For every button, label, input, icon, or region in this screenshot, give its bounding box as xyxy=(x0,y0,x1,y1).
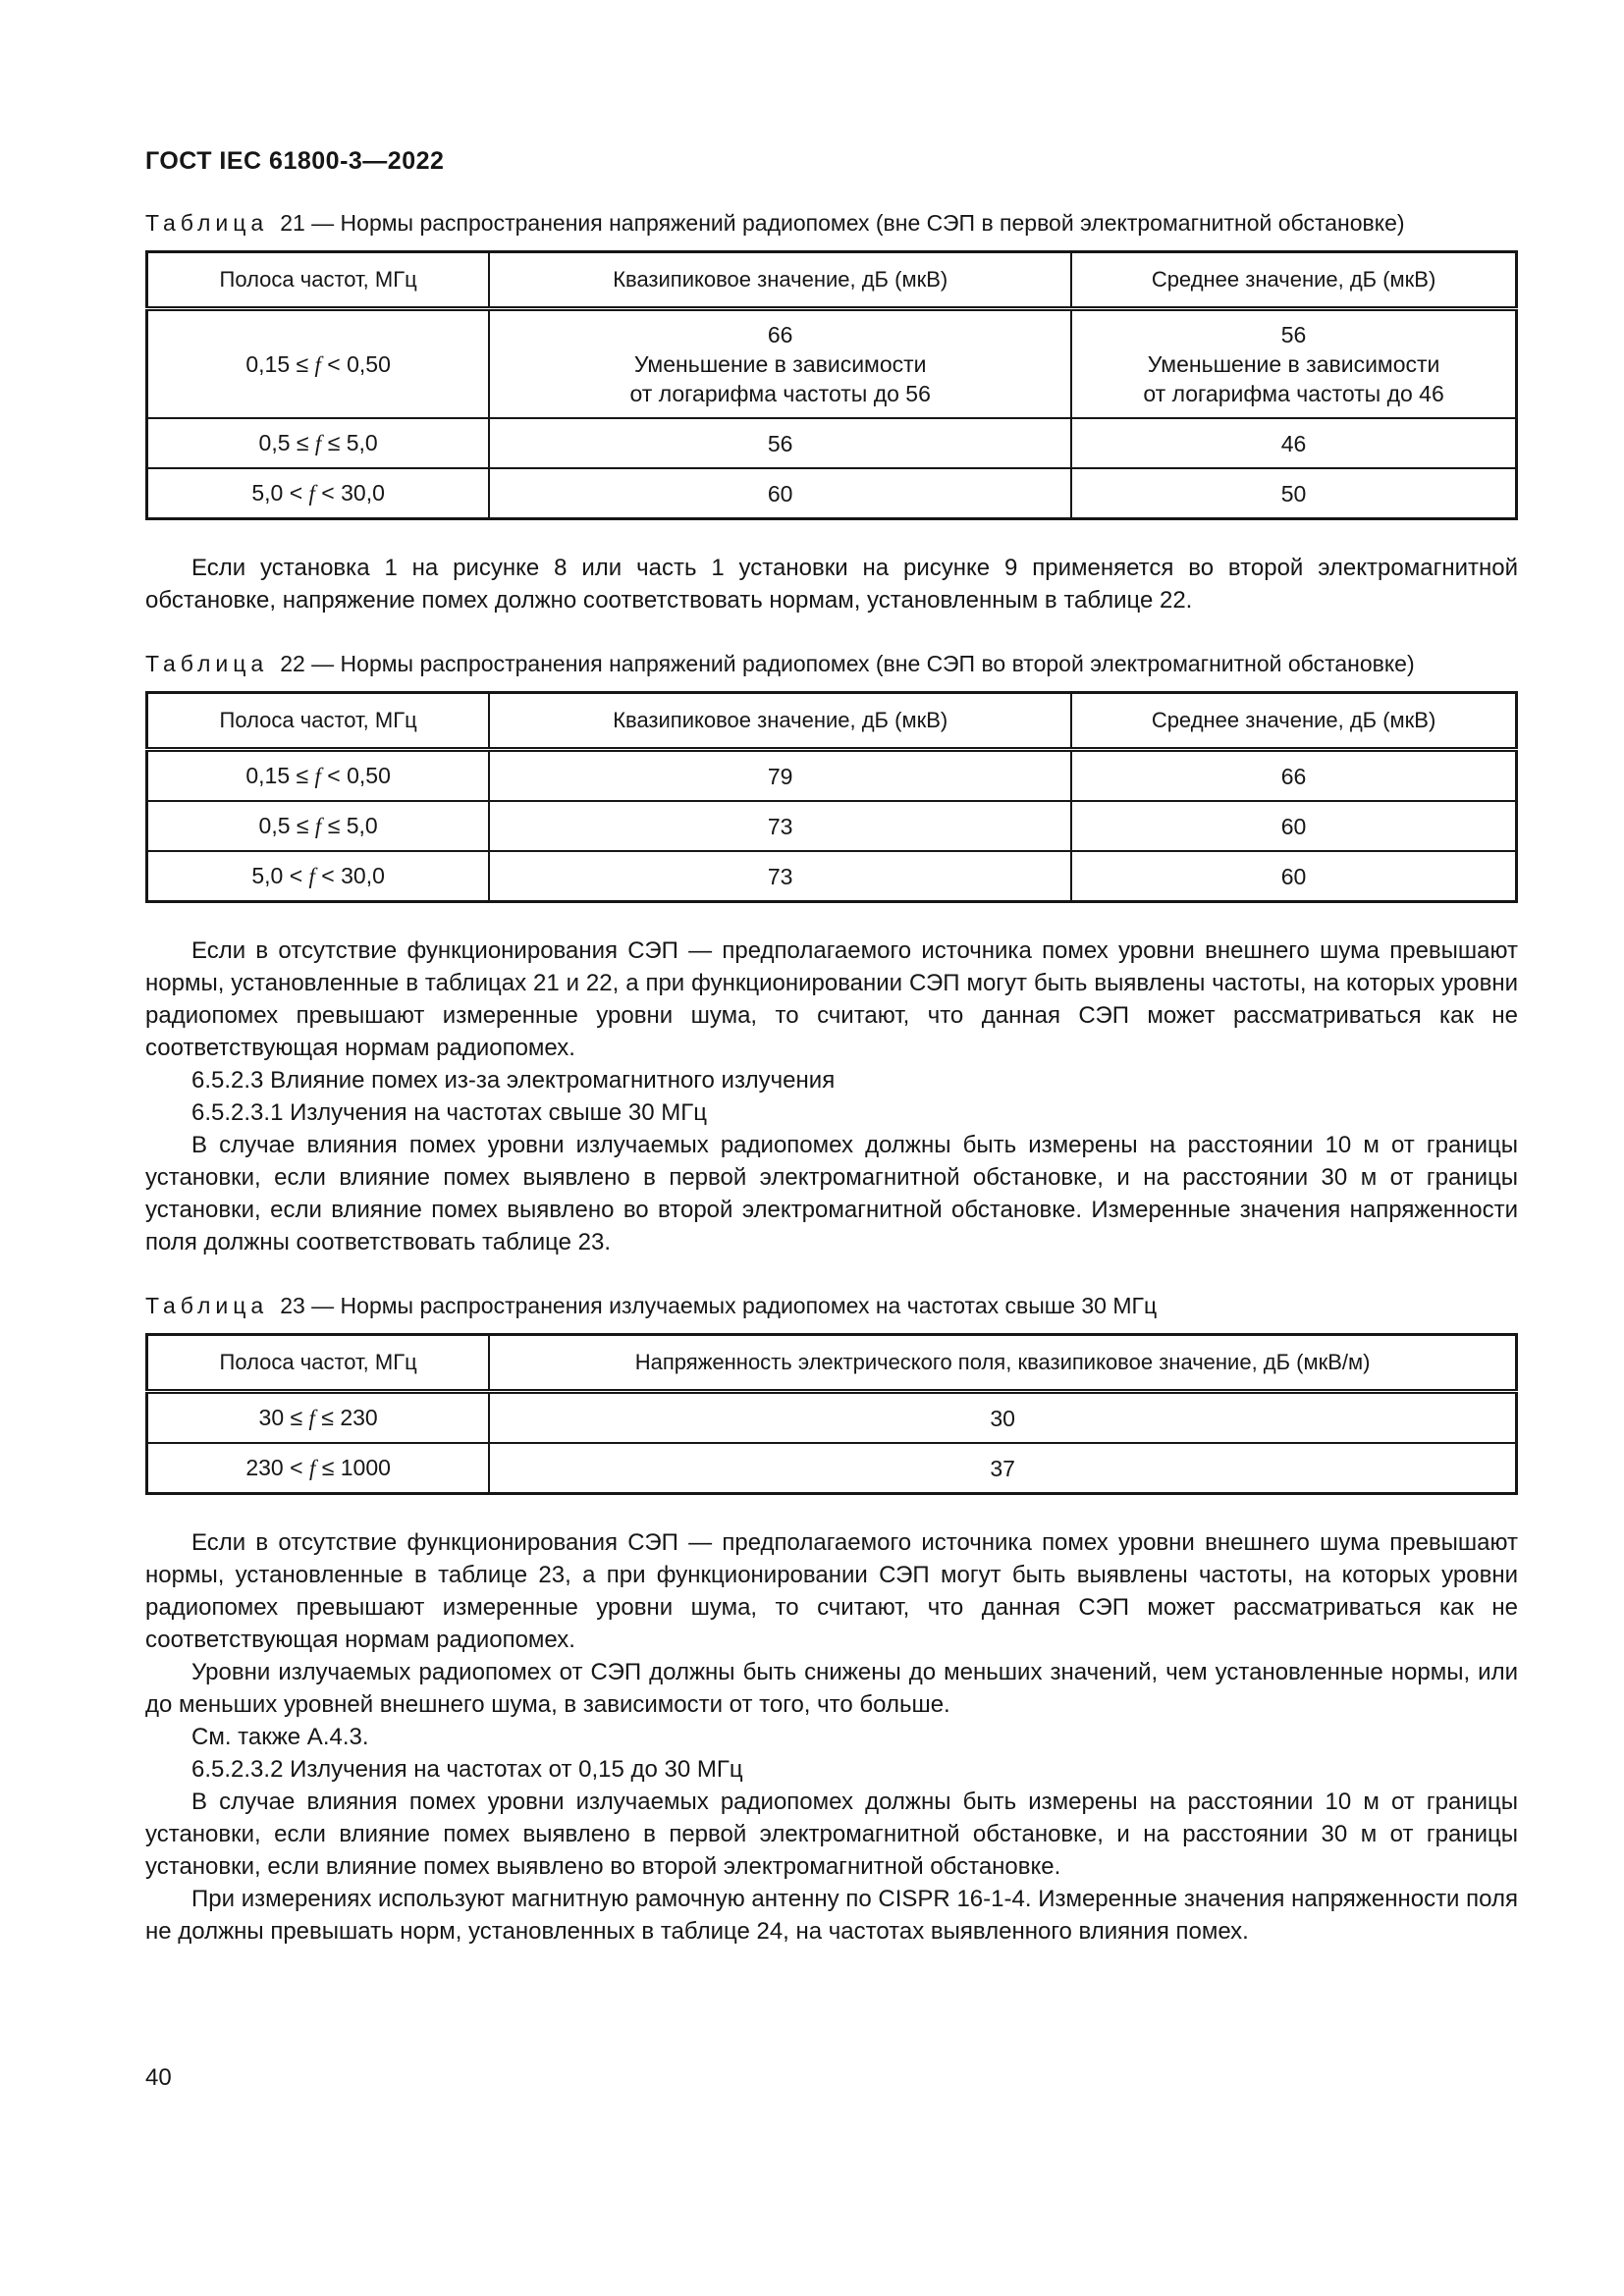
frequency-variable: f xyxy=(314,351,321,377)
band-post: ≤ 5,0 xyxy=(321,430,378,455)
band-pre: 0,5 ≤ xyxy=(258,813,315,838)
paragraph-after-table22: Если в отсутствие функционирования СЭП — предполагаемого источника помех уровни внешнего шума превышают нормы, установленные в таблицах 21 и 22, а при функционировании СЭП могут быть выявлены частоты, на которых уровни радиопомех превышают измеренные уровни шума, то считают, что данная СЭП может рассматриваться как не соответствующая нормам радиопомех. xyxy=(145,937,1518,1061)
table22-col-quasi-peak: Квазипиковое значение, дБ (мкВ) xyxy=(489,693,1071,750)
band-pre: 30 ≤ xyxy=(258,1405,309,1430)
table21-quasi-peak-cell: 60 xyxy=(489,468,1071,519)
table22-caption-text: 22 — Нормы распространения напряжений радиопомех (вне СЭП во второй электромагнитной обстановке) xyxy=(280,651,1415,676)
band-pre: 5,0 < xyxy=(251,480,309,506)
table21-band-cell xyxy=(147,418,490,468)
table21-row xyxy=(147,468,1517,519)
frequency-variable: f xyxy=(308,1456,316,1480)
band-post: < 0,50 xyxy=(320,763,391,788)
table21-quasi-peak-cell: 66 Уменьшение в зависимости от логарифма частоты до 56 xyxy=(489,309,1071,419)
table21-average-cell: 46 xyxy=(1071,418,1516,468)
band-post: ≤ 1000 xyxy=(315,1455,391,1480)
table21-col-average: Среднее значение, дБ (мкВ) xyxy=(1071,252,1516,309)
table23-row xyxy=(147,1392,1517,1444)
paragraph-measure-distance: В случае влияния помех уровни излучаемых радиопомех должны быть измерены на расстоянии 10 м от границы установки, если влияние помех выявлено в первой электромагнитной обстановке, и на расстоянии 30 м от границы установки, если влияние помех выявлено во второй электромагнитной обстановке. xyxy=(145,1789,1518,1880)
table23-col-frequency-band: Полоса частот, МГц xyxy=(147,1335,490,1392)
table22-caption-label: Таблица xyxy=(145,651,269,676)
table21-col-quasi-peak: Квазипиковое значение, дБ (мкВ) xyxy=(489,252,1071,309)
table22-row xyxy=(147,851,1517,902)
table21-row xyxy=(147,309,1517,419)
table22-quasi-peak-cell: 73 xyxy=(489,801,1071,851)
band-post: < 30,0 xyxy=(314,480,385,506)
table23-band-cell xyxy=(147,1392,490,1444)
page-content xyxy=(145,0,1518,1948)
table22-band-cell xyxy=(147,801,490,851)
table22-row xyxy=(147,801,1517,851)
paragraph-before-table23: В случае влияния помех уровни излучаемых радиопомех должны быть измерены на расстоянии 10 м от границы установки, если влияние помех выявлено в первой электромагнитной обстановке, и на расстоянии 30 м от границы установки, если влияние помех выявлено во второй электромагнитной обстановке. Измеренные значения напряженности поля должны соответствовать таблице 23. xyxy=(145,1132,1518,1255)
band-pre: 0,15 ≤ xyxy=(245,350,315,377)
table22-average-cell: 66 xyxy=(1071,750,1516,802)
clause-6-5-2-3-2-heading: 6.5.2.3.2 Излучения на частотах от 0,15 до 30 МГц xyxy=(191,1756,743,1783)
table22-quasi-peak-cell: 73 xyxy=(489,851,1071,902)
band-pre: 0,5 ≤ xyxy=(258,430,315,455)
table23-band-cell xyxy=(147,1443,490,1494)
page-number: 40 xyxy=(145,2064,172,2091)
clause-6-5-2-3-heading: 6.5.2.3 Влияние помех из-за электромагнитного излучения xyxy=(191,1067,836,1094)
frequency-variable: f xyxy=(308,864,315,888)
table22-quasi-peak-cell: 79 xyxy=(489,750,1071,802)
table-21 xyxy=(145,250,1518,520)
table21-caption xyxy=(145,207,1518,239)
table23-header-row xyxy=(147,1335,1517,1392)
table21-quasi-peak-cell: 56 xyxy=(489,418,1071,468)
band-post: ≤ 230 xyxy=(314,1405,378,1430)
table21-average-cell: 56 Уменьшение в зависимости от логарифма частоты до 46 xyxy=(1071,309,1516,419)
table22-col-frequency-band: Полоса частот, МГц xyxy=(147,693,490,750)
table21-col-frequency-band: Полоса частот, МГц xyxy=(147,252,490,309)
table21-caption-label: Таблица xyxy=(145,210,269,236)
paragraph-after-table23: Если в отсутствие функционирования СЭП — предполагаемого источника помех уровни внешнего шума превышают нормы, установленные в таблице 23, а при функционировании СЭП могут быть выявлены частоты, на которых уровни радиопомех превышают измеренные уровни шума, то считают, что данная СЭП может рассматриваться как не соответствующая нормам радиопомех. xyxy=(145,1529,1518,1653)
frequency-variable: f xyxy=(314,814,322,838)
band-pre: 0,15 ≤ xyxy=(245,763,315,788)
band-post: < 0,50 xyxy=(320,350,391,377)
table23-caption-text: 23 — Нормы распространения излучаемых радиопомех на частотах свыше 30 МГц xyxy=(280,1293,1158,1318)
paragraph-levels-reduced: Уровни излучаемых радиопомех от СЭП должны быть снижены до меньших значений, чем установленные нормы, или до меньших уровней внешнего шума, в зависимости от того, что больше. xyxy=(145,1659,1518,1718)
frequency-variable: f xyxy=(308,481,315,506)
table21-header-row xyxy=(147,252,1517,309)
table23-col-field-strength: Напряженность электрического поля, квазипиковое значение, дБ (мкВ/м) xyxy=(489,1335,1516,1392)
table21-band-cell xyxy=(147,468,490,519)
frequency-variable: f xyxy=(314,764,321,788)
paragraph-see-also: См. также А.4.3. xyxy=(191,1724,369,1750)
band-post: < 30,0 xyxy=(314,863,385,888)
table22-average-cell: 60 xyxy=(1071,801,1516,851)
frequency-variable: f xyxy=(308,1406,315,1430)
paragraph-antenna: При измерениях используют магнитную рамочную антенну по CISPR 16-1-4. Измеренные значения напряженности поля не должны превышать норм, установленных в таблице 24, на частотах выявленного влияния помех. xyxy=(145,1886,1518,1945)
table22-band-cell xyxy=(147,851,490,902)
table21-band-cell xyxy=(147,309,490,419)
table22-header-row xyxy=(147,693,1517,750)
table21-average-cell: 50 xyxy=(1071,468,1516,519)
table22-average-cell: 60 xyxy=(1071,851,1516,902)
table22-band-cell xyxy=(147,750,490,802)
frequency-variable: f xyxy=(314,431,322,455)
band-pre: 230 < xyxy=(245,1455,309,1480)
table21-row xyxy=(147,418,1517,468)
table-23 xyxy=(145,1333,1518,1495)
band-post: ≤ 5,0 xyxy=(321,813,378,838)
clause-6-5-2-3-1-heading: 6.5.2.3.1 Излучения на частотах свыше 30 МГц xyxy=(191,1099,708,1126)
table23-field-strength-cell: 30 xyxy=(489,1392,1516,1444)
table22-row xyxy=(147,750,1517,802)
paragraph-after-table21: Если установка 1 на рисунке 8 или часть 1 установки на рисунке 9 применяется во второй электромагнитной обстановке, напряжение помех должно соответствовать нормам, установленным в таблице 22. xyxy=(145,555,1518,614)
table21-caption-text: 21 — Нормы распространения напряжений радиопомех (вне СЭП в первой электромагнитной обстановке) xyxy=(280,210,1405,236)
table23-row xyxy=(147,1443,1517,1494)
band-pre: 5,0 < xyxy=(251,863,309,888)
table23-caption xyxy=(145,1290,1518,1321)
table22-caption xyxy=(145,648,1518,679)
table22-col-average: Среднее значение, дБ (мкВ) xyxy=(1071,693,1516,750)
table23-field-strength-cell: 37 xyxy=(489,1443,1516,1494)
document-title: ГОСТ IEC 61800-3—2022 xyxy=(145,147,445,175)
table-22 xyxy=(145,691,1518,903)
table23-caption-label: Таблица xyxy=(145,1293,269,1318)
